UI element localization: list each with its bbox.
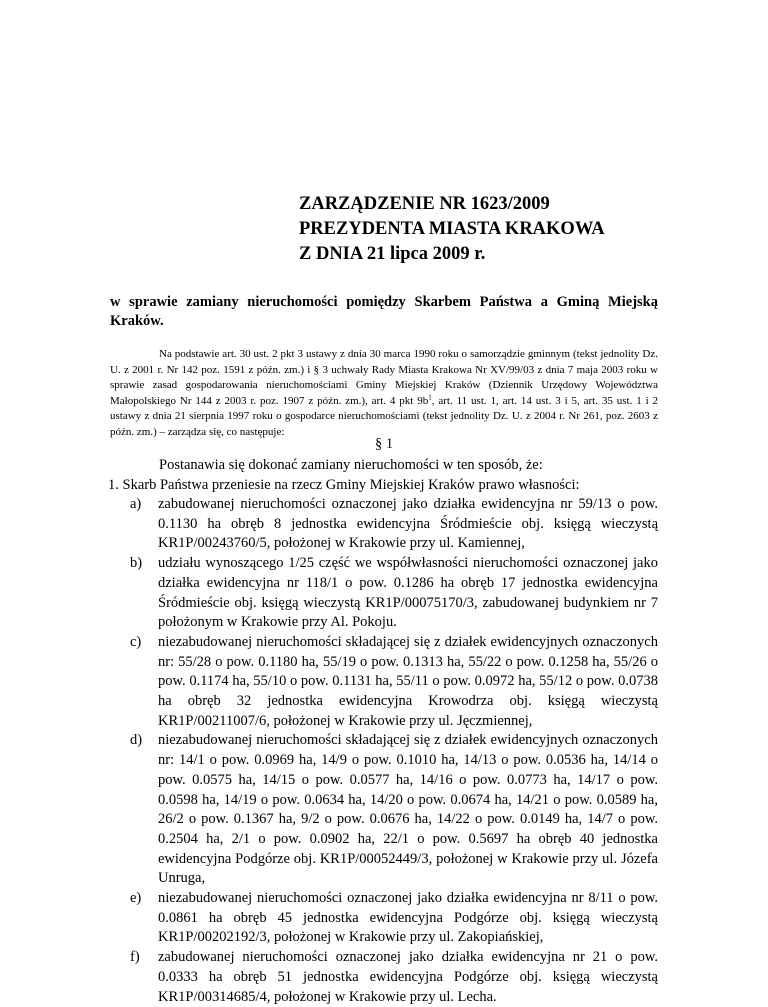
title-line-2: PREZYDENTA MIASTA KRAKOWA — [299, 219, 605, 239]
document-subject: w sprawie zamiany nieruchomości pomiędzy Skarbem Państwa a Gminą Miejską Kraków. — [110, 294, 658, 329]
list-item-text: niezabudowanej nieruchomości składającej się z działek ewidencyjnych oznaczonych nr: 55/28 o pow. 0.1180 ha, 55/19 o pow. 0.1313 ha, 55/22 o pow. 0.1258 ha, 55/26 o pow. 0.1174 ha, 55/10 o pow. 0.1131 ha, 55/11 o pow. 0.0972 ha, 55/12 o pow. 0.0738 ha obręb 32 jednostka ewidencyjna Krowodrza obj. księgą wieczystą KR1P/00211007/6, położonej w Krakowie przy ul. Jęczmiennej, — [158, 633, 658, 729]
list-item — [130, 495, 658, 554]
section-intro: Postanawia się dokonać zamiany nieruchomości w ten sposób, że: — [159, 457, 543, 473]
list-item-marker: f) — [130, 949, 140, 966]
list-item-text: niezabudowanej nieruchomości składającej się z działek ewidencyjnych oznaczonych nr: 14/1 o pow. 0.0969 ha, 14/9 o pow. 0.1010 ha, 14/13 o pow. 0.0536 ha, 14/14 o pow. 0.0575 ha, 14/15 o pow. 0.0577 ha, 14/16 o pow. 0.0773 ha, 14/17 o pow. 0.0598 ha, 14/19 o pow. 0.0634 ha, 14/20 o pow. 0.0674 ha, 14/21 o pow. 0.0589 ha, 26/2 o pow. 0.1367 ha, 9/2 o pow. 0.0676 ha, 14/22 o pow. 0.0149 ha, 14/7 o pow. 0.2504 ha, 2/1 o pow. 0.0902 ha, 22/1 o pow. 0.5697 ha obręb 40 jednostka ewidencyjna Podgórze obj. KR1P/00052449/3, położonej w Krakowie przy ul. Józefa Unruga, — [158, 732, 658, 887]
title-line-1: ZARZĄDZENIE NR 1623/2009 — [299, 194, 550, 214]
legal-basis-preamble — [110, 347, 658, 441]
list-item — [130, 554, 658, 633]
list-item-marker: a) — [130, 496, 142, 512]
list-item-text: zabudowanej nieruchomości oznaczonej jako działka ewidencyjna nr 21 o pow. 0.0333 ha obręb 51 jednostka ewidencyjna Podgórze obj. księgą wieczystą KR1P/00314685/4, położonej w Krakowie przy ul. Lecha. — [158, 949, 658, 1005]
property-list — [130, 495, 658, 1007]
list-item-marker: d) — [130, 732, 143, 749]
list-item-marker: b) — [130, 555, 143, 572]
list-item-text: niezabudowanej nieruchomości oznaczonej jako działka ewidencyjna nr 8/11 o pow. 0.0861 ha obręb 45 jednostka ewidencyjna Podgórze obj. księgą wieczystą KR1P/00202192/3, położonej w Krakowie przy ul. Zakopiańskiej, — [158, 890, 658, 946]
list-item-marker: e) — [130, 890, 142, 907]
list-item-text: zabudowanej nieruchomości oznaczonej jako działka ewidencyjna nr 59/13 o pow. 0.1130 ha obręb 8 jednostka ewidencyjna Śródmieście obj. księgą wieczystą KR1P/00243760/5, położonej w Krakowie przy ul. Kamiennej, — [158, 496, 658, 552]
list-item — [130, 731, 658, 889]
section-heading: § 1 — [374, 436, 394, 452]
list-item — [130, 633, 658, 732]
preamble-text-a: Na podstawie art. 30 ust. 2 pkt 3 ustawy z dnia 30 marca 1990 roku o samorządzie gminnym (tekst jednolity Dz. U. z 2001 r. Nr 142 poz. 1591 z późn. zm.) i § 3 uchwały Rady Miasta Krakowa Nr XV/99/03 z dnia 7 maja 2003 roku w sprawie zasad gospodarowania nieruchomościami Gminy Miejskiej Kraków (Dziennik Urzędowy Województwa Małopolskiego Nr 144 z 2003 r. poz. 1907 z późn. zm.), art. 4 pkt 9b — [110, 348, 658, 407]
document-title — [299, 192, 719, 267]
list-item-marker: c) — [130, 633, 142, 650]
numbered-item-1: 1. Skarb Państwa przeniesie na rzecz Gminy Miejskiej Kraków prawo własności: — [108, 477, 580, 493]
list-item — [130, 889, 658, 948]
list-item — [130, 948, 658, 1007]
preamble-text-b: , art. 11 ust. 1, art. 14 ust. 3 i 5, art. 35 ust. 1 i 2 ustawy z dnia 21 sierpnia 1997 roku o gospodarce nieruchomościami (tekst jednolity Dz. U. z 2004 r. Nr 261, poz. 2603 z późn. zm.) – zarządza się, co następuje: — [110, 394, 658, 438]
preamble-superscript: 1 — [428, 393, 432, 402]
title-line-3: Z DNIA 21 lipca 2009 r. — [299, 244, 486, 264]
list-item-text: udziału wynoszącego 1/25 część we współwłasności nieruchomości oznaczonej jako działka ewidencyjna nr 118/1 o pow. 0.1286 ha obręb 17 jednostka ewidencyjna Śródmieście obj. księgą wieczystą KR1P/00075170/3, zabudowanej budynkiem nr 7 położonym w Krakowie przy Al. Pokoju. — [158, 555, 658, 631]
